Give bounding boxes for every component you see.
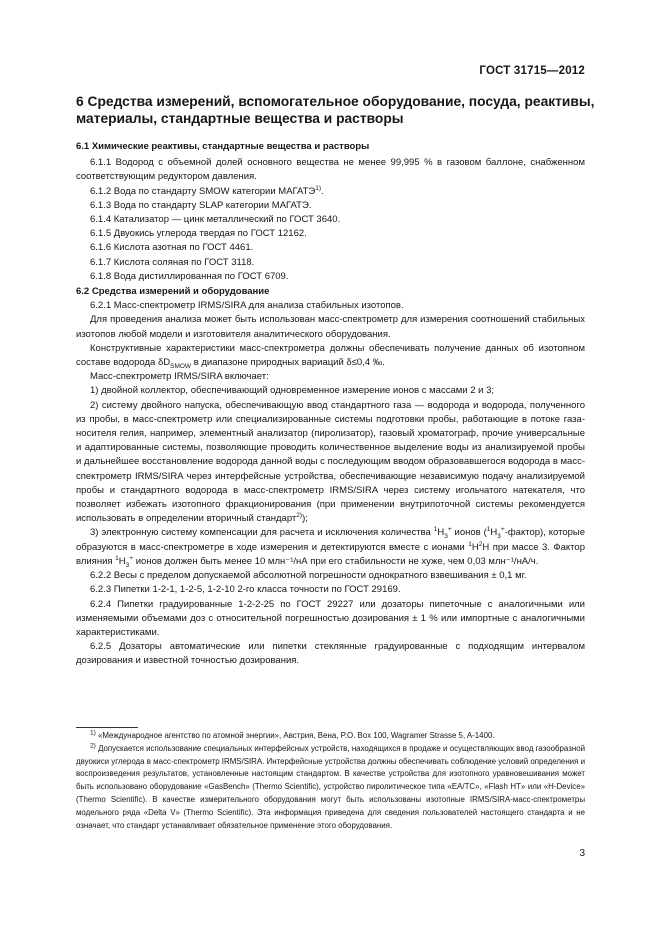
item-6-1-3: 6.1.3 Вода по стандарту SLAP категории МАГАТЭ. <box>90 199 312 211</box>
subsection-6-1-title: 6.1 Химические реактивы, стандартные вещества и растворы <box>76 141 370 152</box>
footnote-separator <box>76 727 138 728</box>
item-6-1-2: 6.1.2 Вода по стандарту SMOW категории МАГАТЭ$^{1)}$. <box>90 184 324 197</box>
footnote-1: $^{1)}$ «Международное агентство по атомной энергии», Австрия, Вена, P.O. Box 100, Wagramer Strasse 5, A-1400. <box>90 729 495 740</box>
section-title: 6 Средства измерений, вспомогательное оборудование, посуда, реактивы, материалы, стандартные вещества и растворы <box>76 94 595 126</box>
item-6-2-4: 6.2.4 Пипетки градуированные 1-2-2-25 по ГОСТ 29227 или дозаторы пипеточные с аналогичными или изменяемыми объемами доз с относительной погрешностью дозирования ± 1 % или импортные с аналогичными характеристиками. <box>76 598 585 638</box>
item-6-1-4: 6.1.4 Катализатор — цинк металлический по ГОСТ 3640. <box>90 214 341 226</box>
paragraph-includes: Масс-спектрометр IRMS/SIRA включает: <box>90 371 269 383</box>
item-6-2-3: 6.2.3 Пипетки 1-2-1, 1-2-5, 1-2-10 2-го класса точности по ГОСТ 29169. <box>90 584 401 596</box>
item-6-2-5: 6.2.5 Дозаторы автоматические или пипетки стеклянные градуированные с подходящим интервалом дозирования и известной точностью дозирования. <box>76 641 585 667</box>
footnote-2: $^{2)}$ Допускается использование специальных интерфейсных устройств, находящихся в продаже и осуществляющих ввод газообразной двуокиси углерода в масс-спектрометр IRMS/SIRA. Интерфейсные устройства должны обеспечивать соблюдение условий определения и воспроизведения результатов, установленные настоящим стандартом. В качестве устройства для изотопного уравновешивания может быть использовано оборудование «GasBench» (Thermo Scientific), устройство пиролитическое типа «EA/TC», «Flash HT» или «H-Device» (Thermo Scientific). В качестве измерительного оборудования могут быть использованы изотопные IRMS/SIRA-масс-спектрометры модельного ряда «Delta V» (Thermo Scientific). Эта информация приведена для сведения пользователей настоящего стандарта и не означает, что стандарт устанавливает обязательное применение этого оборудования. <box>76 742 585 830</box>
item-6-1-5: 6.1.5 Двуокись углерода твердая по ГОСТ 12162. <box>90 228 307 240</box>
standard-header: ГОСТ 31715—2012 <box>479 65 585 77</box>
item-6-2-1: 6.2.1 Масс-спектрометр IRMS/SIRA для анализа стабильных изотопов. <box>90 300 404 312</box>
item-6-1-6: 6.1.6 Кислота азотная по ГОСТ 4461. <box>90 242 254 254</box>
page-number: 3 <box>579 848 585 859</box>
list-item-2: 2) систему двойного напуска, обеспечивающую ввод стандартного газа — водорода и водорода, полученного из пробы, в масс-спектрометр или специализированные системы подготовки пробы, работающие в потоке газа-носителя гелия, например, элементный анализатор (пиролизатор), газовый хроматограф, прочие универсальные и адаптированные системы, позволяющие проводить количественное выделение воды из анализируемой пробы и дальнейшее восстановление водорода данной воды с последующим вводом образовавшегося водорода в масс-спектрометр IRMS/SIRA через интерфейсные устройства, обеспечивающие независимую подачу анализируемой пробы и стандартного водорода в масс-спектрометр IRMS/SIRA через систему игольчатого натекателя, что позволяет избежать изотопного фракционирования (при применении внутрипоточной системы рекомендуется использовать в определении вторичный стандарт$^{2)}$); <box>76 399 585 525</box>
list-item-1: 1) двойной коллектор, обеспечивающий одновременное измерение ионов с массами 2 и 3; <box>90 385 494 397</box>
paragraph-characteristics: Конструктивные характеристики масс-спектрометра должны обеспечивать получение данных об изотопном составе водорода $\delta D_{SMOW}$ в диапазоне природных вариаций δ≤0,4 ‰. <box>76 342 585 370</box>
document-body <box>76 140 585 669</box>
item-6-2-2: 6.2.2 Весы с пределом допускаемой абсолютной погрешности однократного взвешивания ± 0,1 мг. <box>90 570 527 582</box>
paragraph-analysis: Для проведения анализа может быть использован масс-спектрометр для измерения соотношений стабильных изотопов любой модели и изготовителя аналитического оборудования. <box>76 314 585 340</box>
subsection-6-2-title: 6.2 Средства измерений и оборудование <box>76 286 270 298</box>
list-item-3: 3) электронную систему компенсации для расчета и исключения количества $^1H_3^+$ ионов $(^1H_3^+-фактор)$, которые образуются в масс-спектрометре в ходе измерения и детектируются вместе с ионами $^1H^2H$ при массе 3. Фактор влияния $^1H_3^+$ ионов должен быть менее 10 млн⁻¹/нА при его стабильности не хуже, чем 0,03 млн⁻¹/нА/ч. <box>76 526 585 569</box>
item-6-1-8: 6.1.8 Вода дистиллированная по ГОСТ 6709. <box>90 270 289 282</box>
item-6-1-1: 6.1.1 Водород с объемной долей основного вещества не менее 99,995 % в газовом баллоне, снабженном соответствующим редуктором давления. <box>76 157 585 183</box>
item-6-1-7: 6.1.7 Кислота соляная по ГОСТ 3118. <box>90 256 255 268</box>
footnotes <box>76 730 585 832</box>
